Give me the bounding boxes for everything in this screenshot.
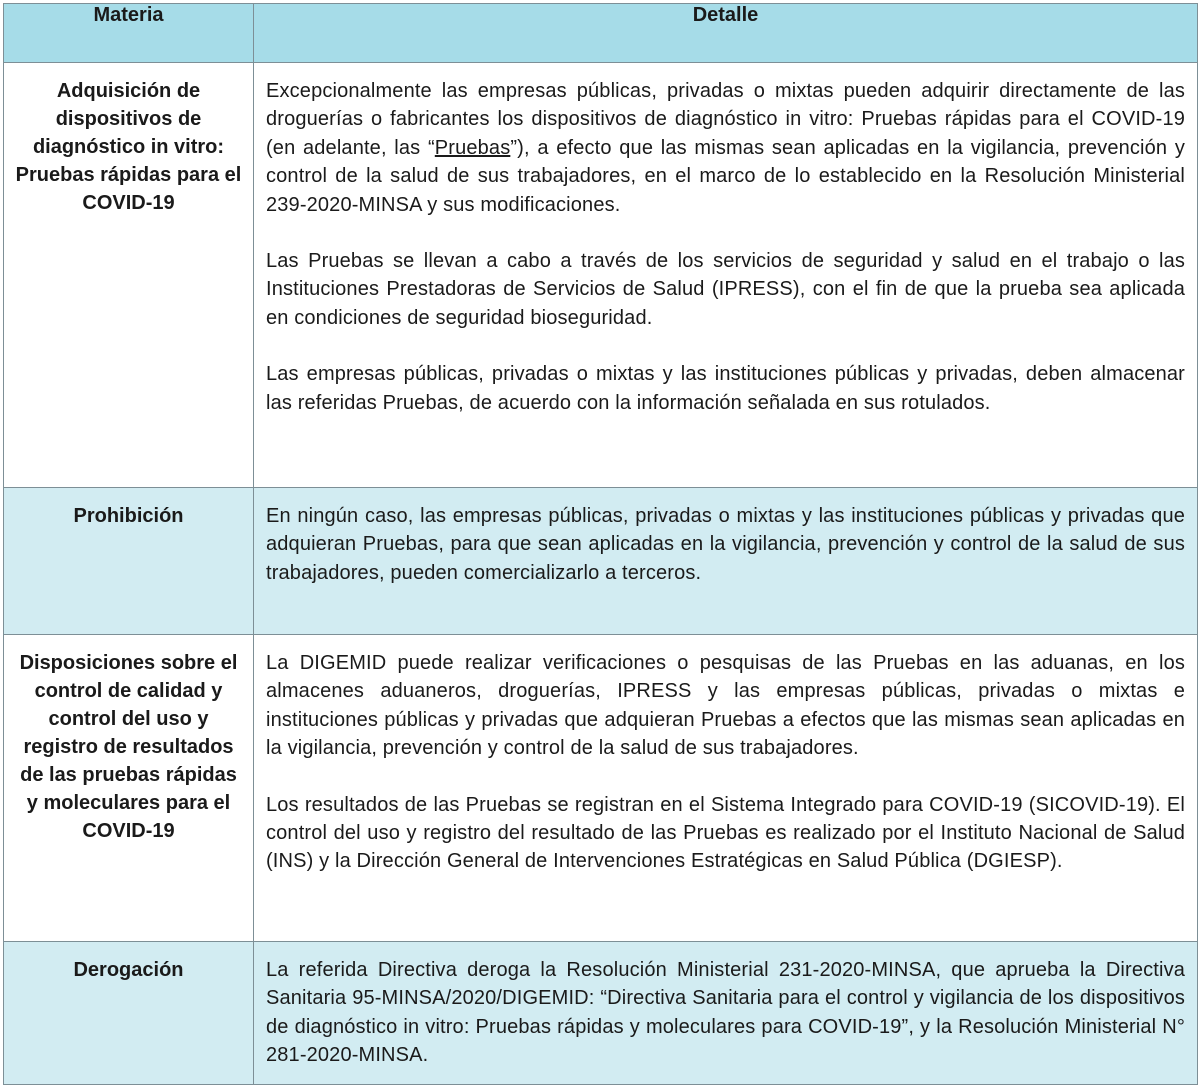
detalle-cell — [254, 488, 1198, 635]
document-table — [3, 3, 1198, 1085]
detalle-cell — [254, 942, 1198, 1085]
paragraph — [266, 77, 1185, 219]
paragraph: La referida Directiva deroga la Resolución Ministerial 231-2020-MINSA, que aprueba la Directiva Sanitaria 95-MINSA/2020/DIGEMID: “Directiva Sanitaria para el control y vigilancia de los dispositivos de diagnóstico in vitro: Pruebas rápidas y moleculares para COVID-19”, y la Resolución Ministerial N° 281-2020-MINSA. — [266, 959, 1185, 1067]
defined-term: Pruebas — [434, 136, 511, 159]
paragraph: Las empresas públicas, privadas o mixtas y las instituciones públicas y privadas, deben almacenar las referidas Pruebas, de acuerdo con la información señalada en sus rotulados. — [266, 363, 1185, 414]
table-header-row — [4, 4, 1198, 63]
header-materia: Materia — [4, 4, 254, 63]
text-segment: Excepcionalmente las empresas públicas, privadas o mixtas pueden adquirir directamente de las droguerías o fabricantes los dispositivos de diagnóstico in vitro: Pruebas rápidas para el COVID-19 (en adelante, las “ — [266, 80, 1185, 159]
table-row — [4, 488, 1198, 635]
header-detalle: Detalle — [254, 4, 1198, 63]
paragraph: En ningún caso, las empresas públicas, privadas o mixtas y las instituciones públicas y privadas que adquieran Pruebas, para que sean aplicadas en la vigilancia, prevención y control de la salud de sus trabajadores, pueden comercializarlo a terceros. — [266, 505, 1185, 584]
table-row — [4, 942, 1198, 1085]
materia-cell: Adquisición de dispositivos de diagnóstico in vitro: Pruebas rápidas para el COVID-19 — [4, 63, 254, 488]
materia-cell: Disposiciones sobre el control de calidad y control del uso y registro de resultados de las pruebas rápidas y moleculares para el COVID-19 — [4, 635, 254, 942]
paragraph: Las Pruebas se llevan a cabo a través de los servicios de seguridad y salud en el trabajo o las Instituciones Prestadoras de Servicios de Salud (IPRESS), con el fin de que la prueba sea aplicada en condiciones de seguridad bioseguridad. — [266, 250, 1185, 329]
paragraph: Los resultados de las Pruebas se registran en el Sistema Integrado para COVID-19 (SICOVID-19). El control del uso y registro del resultado de las Pruebas es realizado por el Instituto Nacional de Salud (INS) y la Dirección General de Intervenciones Estratégicas en Salud Pública (DGIESP). — [266, 793, 1185, 873]
paragraph: La DIGEMID puede realizar verificaciones o pesquisas de las Pruebas en las aduanas, en los almacenes aduaneros, droguerías, IPRESS y las empresas públicas, privadas o mixtas e instituciones públicas y privadas que adquieran Pruebas a efectos que las mismas sean aplicadas en la vigilancia, prevención y control de la salud de sus trabajadores. — [266, 652, 1185, 760]
detalle-cell — [254, 635, 1198, 942]
table-row — [4, 63, 1198, 488]
table-row — [4, 635, 1198, 942]
materia-cell: Prohibición — [4, 488, 254, 635]
materia-cell: Derogación — [4, 942, 254, 1085]
detalle-cell — [254, 63, 1198, 488]
text-segment: ”), a efecto que las mismas sean aplicadas en la vigilancia, prevención y control de la salud de sus trabajadores, en el marco de lo establecido en la Resolución Ministerial 239-2020-MINSA y sus modificaciones. — [266, 136, 1185, 216]
